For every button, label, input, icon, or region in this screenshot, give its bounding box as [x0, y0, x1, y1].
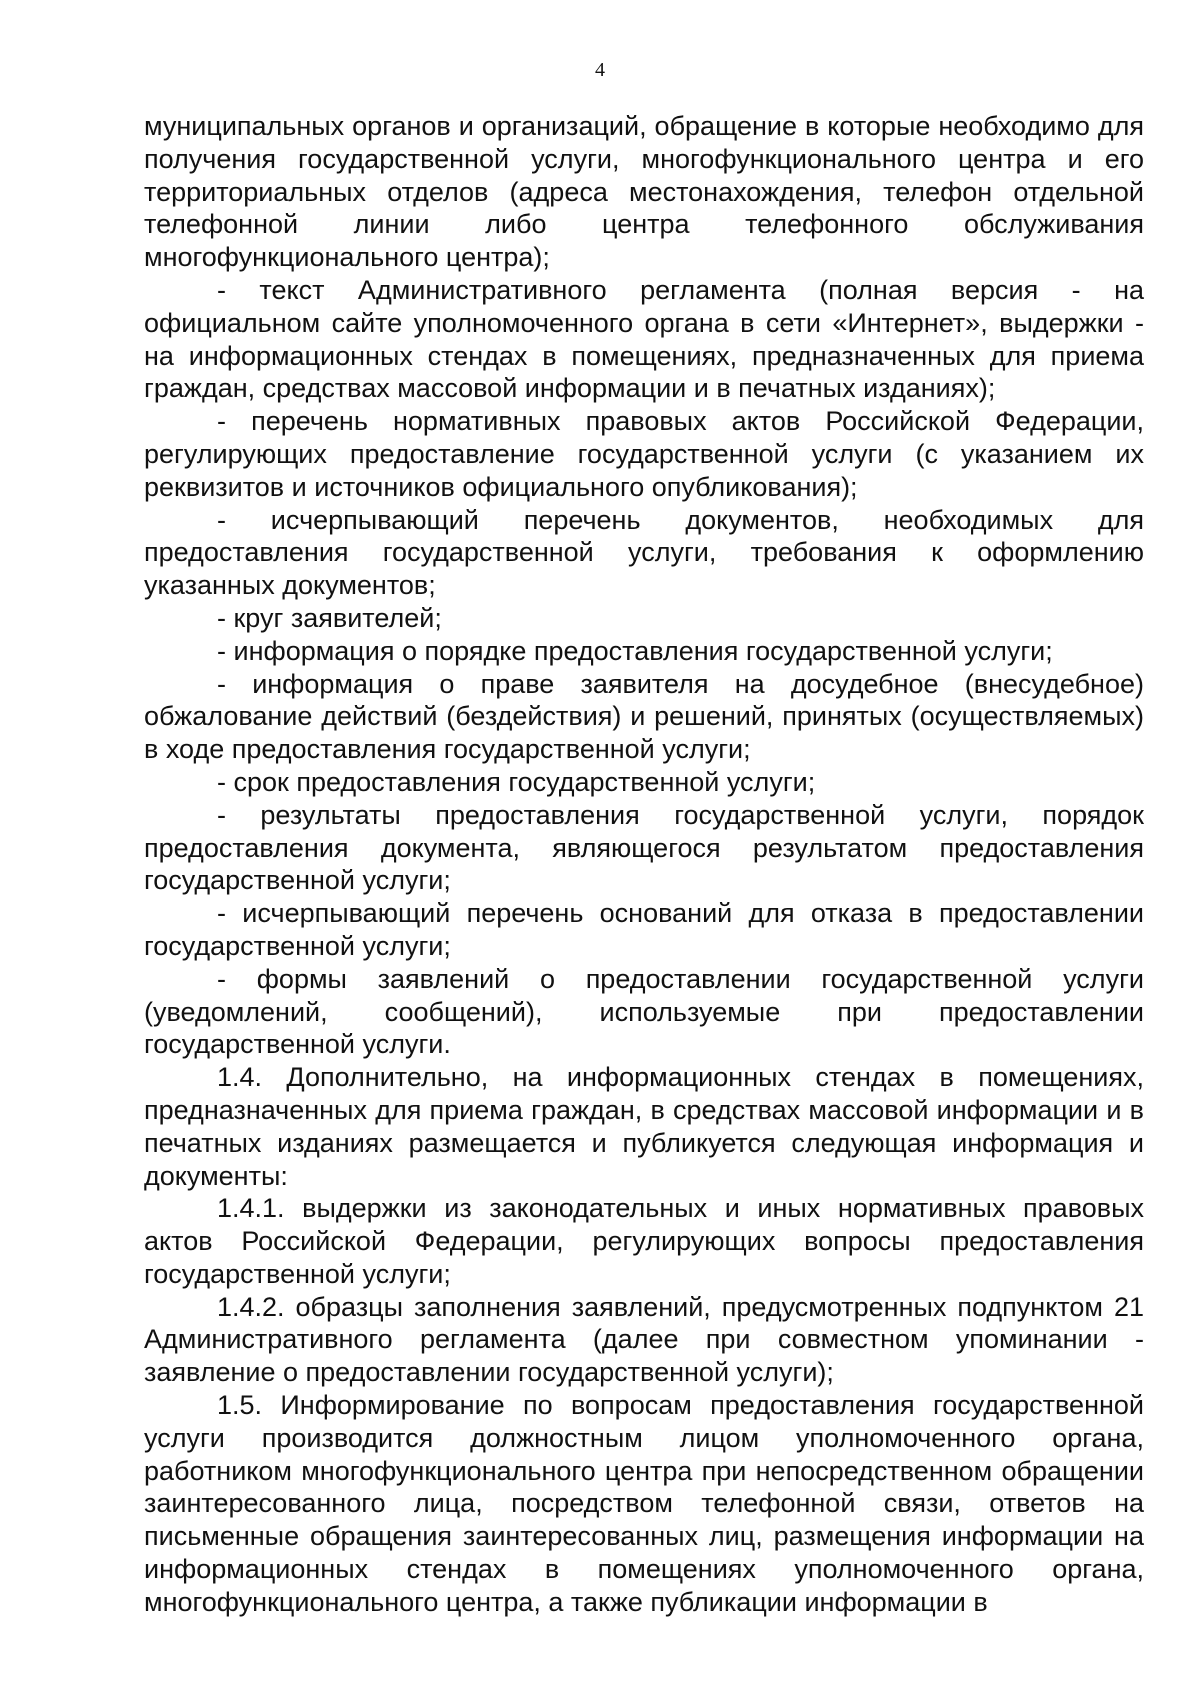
paragraph-6: - информация о праве заявителя на досудебное (внесудебное) обжалование действий (бездействия) и решений, принятых (осуществляемых) в ходе предоставления государственной услуги; [144, 668, 1144, 765]
paragraph-7: - срок предоставления государственной услуги; [217, 766, 816, 797]
paragraph-10: - формы заявлений о предоставлении государственной услуги (уведомлений, сообщений), используемые при предоставлении государственной услуги. [144, 963, 1144, 1060]
paragraph-3: - исчерпывающий перечень документов, необходимых для предоставления государственной услуги, требования к оформлению указанных документов; [144, 504, 1144, 601]
paragraph-13: 1.4.2. образцы заполнения заявлений, предусмотренных подпунктом 21 Административного регламента (далее при совместном упоминании - заявление о предоставлении государственной услуги); [144, 1291, 1144, 1388]
paragraph-1: - текст Административного регламента (полная версия - на официальном сайте уполномоченного органа в сети «Интернет», выдержки - на информационных стендах в помещениях, предназначенных для приема граждан, средствах массовой информации и в печатных изданиях); [144, 274, 1144, 404]
page-number: 4 [595, 59, 605, 81]
paragraph-2: - перечень нормативных правовых актов Российской Федерации, регулирующих предоставление государственной услуги (с указанием их реквизитов и источников официального опубликования); [144, 406, 1144, 502]
paragraph-0: муниципальных органов и организаций, обращение в которые необходимо для получения государственной услуги, многофункционального центра и его территориальных отделов (адреса местонахождения, телефон отдельной телефонной линии либо центра телефонного обслуживания многофункционального центра); [144, 111, 1144, 273]
paragraph-12: 1.4.1. выдержки из законодательных и иных нормативных правовых актов Российской Федерации, регулирующих вопросы предоставления государственной услуги; [144, 1193, 1144, 1289]
document-body [144, 110, 1144, 1619]
paragraph-8: - результаты предоставления государственной услуги, порядок предоставления документа, являющегося результатом предоставления государственной услуги; [144, 799, 1144, 896]
paragraph-11: 1.4. Дополнительно, на информационных стендах в помещениях, предназначенных для приема граждан, в средствах массовой информации и в печатных изданиях размещается и публикуется следующая информация и документы: [144, 1062, 1144, 1191]
paragraph-4: - круг заявителей; [217, 602, 442, 633]
paragraph-5: - информация о порядке предоставления государственной услуги; [217, 635, 1053, 666]
paragraph-9: - исчерпывающий перечень оснований для отказа в предоставлении государственной услуги; [144, 898, 1144, 961]
paragraph-14: 1.5. Информирование по вопросам предоставления государственной услуги производится должностным лицом уполномоченного органа, работником многофункционального центра при непосредственном обращении заинтересованного лица, посредством телефонной связи, ответов на письменные обращения заинтересованных лиц, размещения информации на информационных стендах в помещениях уполномоченного органа, многофункционального центра, а также публикации информации в [144, 1390, 1144, 1617]
